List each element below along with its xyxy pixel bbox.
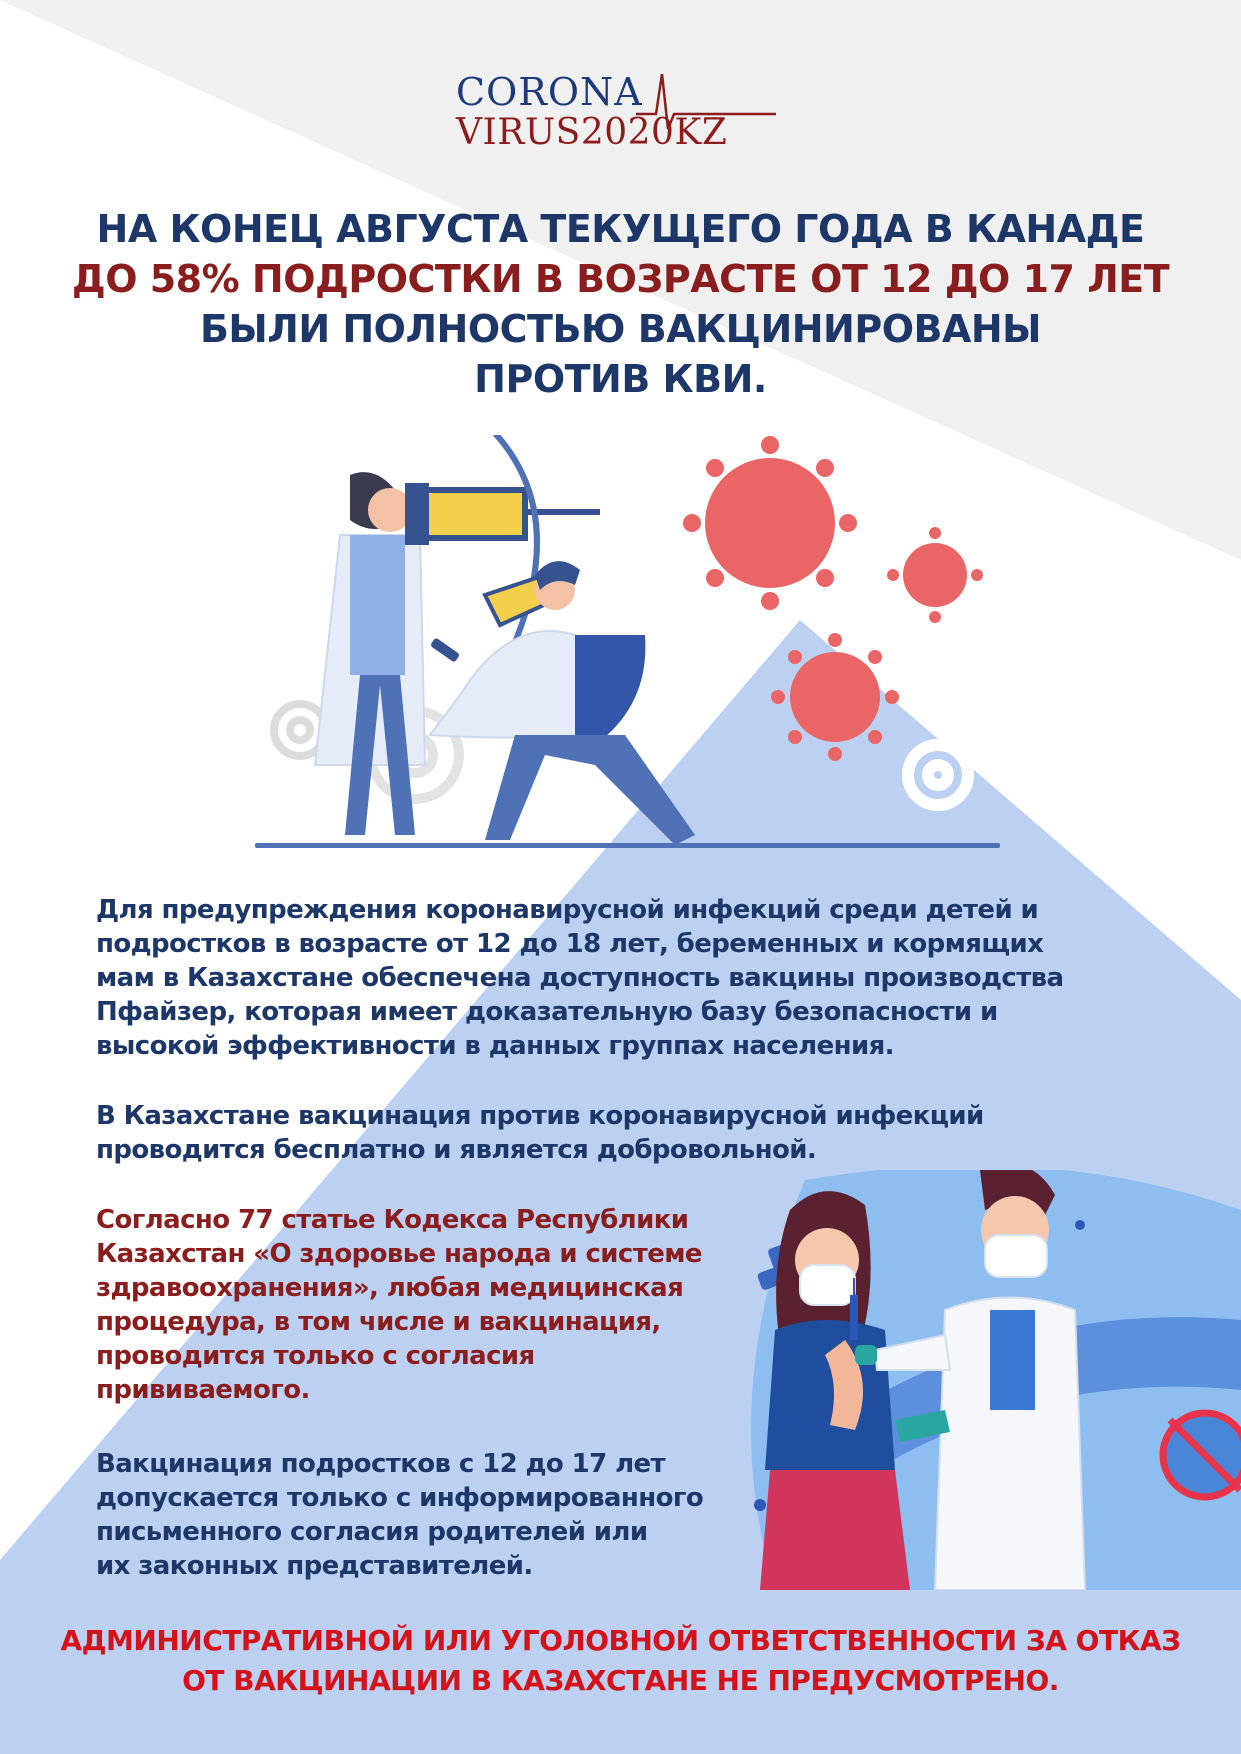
text-line: допускается только с информированного [96,1483,704,1513]
text-line: их законных представителей. [96,1551,533,1581]
logo-text-corona: CORONA [456,70,643,114]
text-line: письменного согласия родителей или [96,1517,648,1547]
virus-icon [887,527,983,623]
logo-text-virus2020kz: VIRUS2020KZ [456,112,728,153]
headline-line-4: ПРОТИВ КВИ. [474,357,767,401]
text-line: Пфайзер, которая имеет доказательную базу безопасности и [96,997,998,1027]
doctor-vaccinating-illustration [745,1170,1241,1590]
text-line: Согласно 77 статье Кодекса Республики [96,1205,689,1235]
headline-line-2: ДО 58% ПОДРОСТКИ В ВОЗРАСТЕ ОТ 12 ДО 17 ЛЕТ [71,257,1170,301]
virus-icon [771,633,899,761]
text-line: Для предупреждения коронавирусной инфекций среди детей и [96,895,1039,925]
pulse-line-icon [636,74,786,134]
gear-icon [908,745,968,805]
headline [40,204,1201,404]
virus-icon [683,436,857,610]
paragraph-parental-consent [96,1447,756,1583]
text-line: здравоохранения», любая медицинская [96,1273,684,1303]
text-line: высокой эффективности в данных группах населения. [96,1031,894,1061]
paragraph-article-77 [96,1203,756,1407]
text-line: мам в Казахстане обеспечена доступность вакцины производства [96,963,1064,993]
text-line: прививаемого. [96,1375,310,1405]
paragraph-free-voluntary [96,1099,1116,1167]
text-line: Вакцинация подростков с 12 до 17 лет [96,1449,666,1479]
text-line: проводится только с согласия [96,1341,535,1371]
paragraph-pfizer-availability [96,893,1116,1063]
doctor-archer-illustration [255,435,1010,855]
text-line: В Казахстане вакцинация против коронавирусной инфекций [96,1101,984,1131]
logo [456,70,786,160]
text-line: подростков в возрасте от 12 до 18 лет, беременных и кормящих [96,929,1044,959]
text-line: проводится бесплатно и является добровольной. [96,1135,817,1165]
headline-line-3: БЫЛИ ПОЛНОСТЬЮ ВАКЦИНИРОВАНЫ [199,307,1042,351]
text-line: процедура, в том числе и вакцинация, [96,1307,661,1337]
headline-line-1: НА КОНЕЦ АВГУСТА ТЕКУЩЕГО ГОДА В КАНАДЕ [96,207,1145,251]
warning-line-1: АДМИНИСТРАТИВНОЙ ИЛИ УГОЛОВНОЙ ОТВЕТСТВЕННОСТИ ЗА ОТКАЗ [60,1624,1181,1657]
text-line: Казахстан «О здоровье народа и системе [96,1239,702,1269]
liability-warning [40,1621,1201,1701]
virus-icon [1163,1413,1241,1497]
warning-line-2: ОТ ВАКЦИНАЦИИ В КАЗАХСТАНЕ НЕ ПРЕДУСМОТРЕНО. [182,1664,1059,1697]
